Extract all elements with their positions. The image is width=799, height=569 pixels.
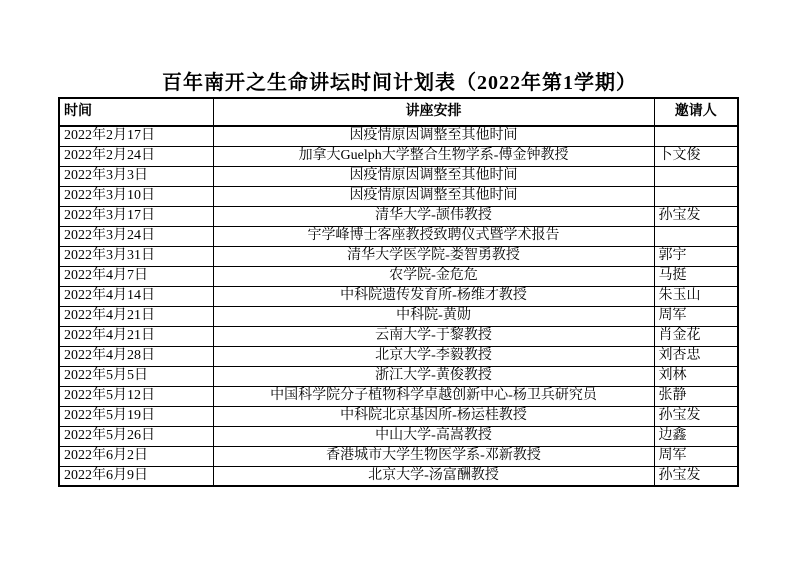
lecture-cell: 清华大学医学院-娄智勇教授 [213, 246, 654, 266]
inviter-cell: 孙宝发 [654, 206, 738, 226]
lecture-cell: 清华大学-颉伟教授 [213, 206, 654, 226]
column-header-time: 时间 [59, 98, 213, 126]
inviter-cell: 刘杏忠 [654, 346, 738, 366]
table-row [59, 406, 738, 426]
table-row [59, 286, 738, 306]
lecture-cell: 中国科学院分子植物科学卓越创新中心-杨卫兵研究员 [213, 386, 654, 406]
table-row [59, 426, 738, 446]
table-row [59, 146, 738, 166]
lecture-cell: 中科院-黄勋 [213, 306, 654, 326]
table-row [59, 266, 738, 286]
date-cell: 2022年5月12日 [59, 386, 213, 406]
table-row [59, 206, 738, 226]
page-title: 百年南开之生命讲坛时间计划表（2022年第1学期） [162, 72, 637, 94]
inviter-cell: 张静 [654, 386, 738, 406]
header-row [59, 98, 738, 126]
lecture-cell: 北京大学-李毅教授 [213, 346, 654, 366]
date-cell: 2022年5月19日 [59, 406, 213, 426]
lecture-cell: 北京大学-汤富酬教授 [213, 466, 654, 486]
table-row [59, 246, 738, 266]
date-cell: 2022年3月10日 [59, 186, 213, 206]
table-row [59, 386, 738, 406]
date-cell: 2022年4月21日 [59, 326, 213, 346]
lecture-cell: 中科院北京基因所-杨运桂教授 [213, 406, 654, 426]
date-cell: 2022年3月17日 [59, 206, 213, 226]
inviter-cell [654, 166, 738, 186]
date-cell: 2022年4月7日 [59, 266, 213, 286]
date-cell: 2022年2月24日 [59, 146, 213, 166]
lecture-cell: 宇学峰博士客座教授致聘仪式暨学术报告 [213, 226, 654, 246]
table-row [59, 306, 738, 326]
inviter-cell: 肖金花 [654, 326, 738, 346]
lecture-cell: 浙江大学-黄俊教授 [213, 366, 654, 386]
date-cell: 2022年4月14日 [59, 286, 213, 306]
date-cell: 2022年6月2日 [59, 446, 213, 466]
inviter-cell: 周军 [654, 446, 738, 466]
date-cell: 2022年5月26日 [59, 426, 213, 446]
schedule-table [58, 97, 739, 487]
table-row [59, 186, 738, 206]
inviter-cell: 刘林 [654, 366, 738, 386]
lecture-cell: 香港城市大学生物医学系-邓新教授 [213, 446, 654, 466]
inviter-cell: 周军 [654, 306, 738, 326]
date-cell: 2022年6月9日 [59, 466, 213, 486]
table-row [59, 366, 738, 386]
date-cell: 2022年4月21日 [59, 306, 213, 326]
table-row [59, 466, 738, 486]
inviter-cell: 郭宇 [654, 246, 738, 266]
lecture-cell: 因疫情原因调整至其他时间 [213, 126, 654, 146]
lecture-cell: 云南大学-于黎教授 [213, 326, 654, 346]
lecture-cell: 中科院遗传发育所-杨维才教授 [213, 286, 654, 306]
date-cell: 2022年3月31日 [59, 246, 213, 266]
table-row [59, 446, 738, 466]
inviter-cell [654, 226, 738, 246]
date-cell: 2022年4月28日 [59, 346, 213, 366]
inviter-cell: 朱玉山 [654, 286, 738, 306]
lecture-cell: 中山大学-高嵩教授 [213, 426, 654, 446]
table-row [59, 346, 738, 366]
inviter-cell [654, 126, 738, 146]
table-row [59, 226, 738, 246]
lecture-cell: 加拿大Guelph大学整合生物学系-傅金钟教授 [213, 146, 654, 166]
column-header-inviter: 邀请人 [654, 98, 738, 126]
inviter-cell: 孙宝发 [654, 406, 738, 426]
column-header-lecture: 讲座安排 [213, 98, 654, 126]
lecture-cell: 农学院-金危危 [213, 266, 654, 286]
inviter-cell: 孙宝发 [654, 466, 738, 486]
inviter-cell [654, 186, 738, 206]
inviter-cell: 边鑫 [654, 426, 738, 446]
inviter-cell: 马挺 [654, 266, 738, 286]
date-cell: 2022年2月17日 [59, 126, 213, 146]
lecture-cell: 因疫情原因调整至其他时间 [213, 166, 654, 186]
date-cell: 2022年3月24日 [59, 226, 213, 246]
table-row [59, 126, 738, 146]
table-row [59, 166, 738, 186]
inviter-cell: 卜文俊 [654, 146, 738, 166]
lecture-cell: 因疫情原因调整至其他时间 [213, 186, 654, 206]
table-row [59, 326, 738, 346]
date-cell: 2022年5月5日 [59, 366, 213, 386]
date-cell: 2022年3月3日 [59, 166, 213, 186]
